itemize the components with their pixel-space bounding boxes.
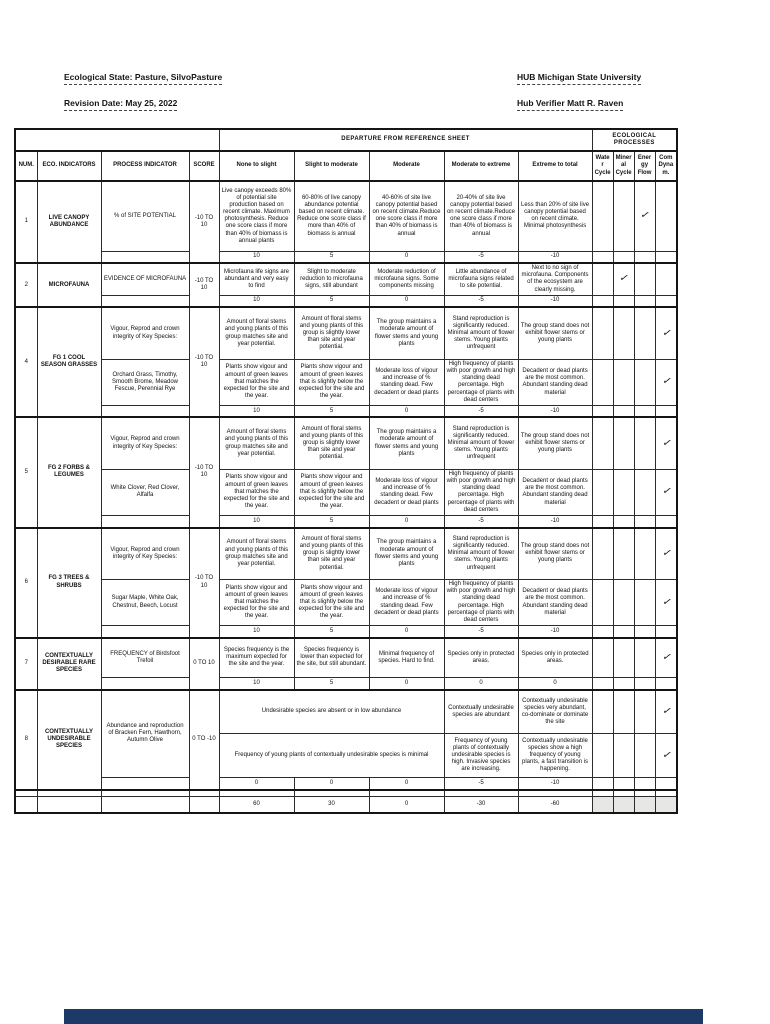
departure-cell-merged: Undesirable species are absent or in low abundance: [219, 690, 444, 734]
score-cell: 0: [369, 516, 444, 528]
score-cell: -10: [518, 516, 592, 528]
empty-cell: [101, 516, 189, 528]
departure-cell: High frequency of plants with poor growth and high standing dead percentage. High percentage of plants with dead centers: [444, 359, 518, 405]
empty-cell: [655, 778, 677, 790]
departure-cell: Frequency of young plants of contextually undesirable species is high. Invasive species are increasing.: [444, 734, 518, 778]
score-cell: 0: [294, 778, 369, 790]
bottom-bar: [64, 1009, 703, 1024]
departure-cell: Plants show vigour and amount of green leaves that is slightly below the expected for the site and the year.: [294, 580, 369, 626]
table-row: [15, 307, 677, 359]
total-cell: -60: [518, 797, 592, 813]
score-cell: -5: [444, 251, 518, 263]
empty-cell: [15, 797, 37, 813]
energy-flow-cell: [634, 181, 655, 251]
com-dynam-cell: [655, 307, 677, 359]
water-cycle-cell: [592, 469, 613, 515]
departure-cell: Amount of floral stems and young plants of this group is slightly lower than site and year potential.: [294, 307, 369, 359]
col-header-energy-flow: Energy Flow: [634, 151, 655, 181]
process-indicator-cell: Abundance and reproduction of Bracken Fern, Hawthorn, Autumn Olive: [101, 690, 189, 778]
empty-cell: [634, 295, 655, 307]
col-header-slight-to-moderate: Slight to moderate: [294, 151, 369, 181]
empty-cell: [101, 797, 189, 813]
col-header-score: SCORE: [189, 151, 219, 181]
water-cycle-cell: [592, 638, 613, 678]
score-cell: 10: [219, 295, 294, 307]
empty-cell: [592, 790, 613, 797]
empty-cell: [592, 251, 613, 263]
empty-cell: [101, 626, 189, 638]
empty-cell: [101, 678, 189, 690]
empty-cell: [613, 626, 634, 638]
score-range-cell: -10 TO 10: [189, 263, 219, 307]
mineral-cycle-cell: [613, 528, 634, 580]
empty-cell: [655, 251, 677, 263]
col-header-num: NUM.: [15, 151, 37, 181]
mineral-cycle-cell: [613, 469, 634, 515]
eco-indicator-name: LIVE CANOPY ABUNDANCE: [37, 181, 101, 263]
empty-cell: [369, 790, 444, 797]
col-header-mineral-cycle: Mineral Cycle: [613, 151, 634, 181]
mineral-cycle-cell: [613, 638, 634, 678]
com-dynam-cell: [655, 580, 677, 626]
score-range-cell: -10 TO 10: [189, 181, 219, 263]
check-icon: ✓: [661, 547, 671, 560]
col-header-process-indicator: PROCESS INDICATOR: [101, 151, 189, 181]
col-header-extreme-to-total: Extreme to total: [518, 151, 592, 181]
score-range-cell: 0 TO 10: [189, 638, 219, 690]
process-indicator-cell: FREQUENCY of Birdsfoot Trefoil: [101, 638, 189, 678]
score-cell: 10: [219, 516, 294, 528]
departure-cell: The group stand does not exhibit flower stems or young plants: [518, 307, 592, 359]
empty-cell: [189, 797, 219, 813]
departure-cell: Plants show vigour and amount of green leaves that is slightly below the expected for the site and the year.: [294, 469, 369, 515]
departure-cell: Moderate reduction of microfauna signs. Some components missing: [369, 263, 444, 295]
water-cycle-cell: [592, 690, 613, 734]
col-header-moderate-to-extreme: Moderate to extreme: [444, 151, 518, 181]
check-icon: ✓: [618, 272, 629, 285]
mineral-cycle-cell: [613, 359, 634, 405]
empty-cell: [592, 405, 613, 417]
empty-cell: [592, 516, 613, 528]
empty-cell: [518, 790, 592, 797]
score-cell: 0: [369, 251, 444, 263]
departure-cell: High frequency of plants with poor growth and high standing dead percentage. High percentage of plants with dead centers: [444, 580, 518, 626]
departure-cell: Contextually undesirable species are abundant: [444, 690, 518, 734]
departure-cell: Species frequency is lower than expected for the site, but still abundant.: [294, 638, 369, 678]
score-cell: 10: [219, 626, 294, 638]
departure-cell: Amount of floral stems and young plants of this group is slightly lower than site and year potential.: [294, 528, 369, 580]
water-cycle-cell: [592, 528, 613, 580]
row-num: 8: [15, 690, 37, 790]
process-indicator-cell: Vigour, Reprod and crown integrity of Key Species:: [101, 307, 189, 359]
score-cell: 0: [369, 626, 444, 638]
departure-cell: Species only in protected areas.: [444, 638, 518, 678]
shaded-cell: [655, 797, 677, 813]
empty-cell: [655, 626, 677, 638]
check-icon: ✓: [639, 209, 650, 222]
eco-indicator-name: FG 3 TREES & SHRUBS: [37, 528, 101, 638]
total-cell: -30: [444, 797, 518, 813]
score-cell: 0: [518, 678, 592, 690]
assessment-table: [14, 128, 678, 814]
departure-cell: The group stand does not exhibit flower stems or young plants: [518, 528, 592, 580]
table-row: [15, 690, 677, 734]
score-cell: -5: [444, 778, 518, 790]
check-icon: ✓: [661, 705, 671, 718]
empty-cell: [592, 295, 613, 307]
process-indicator-cell: EVIDENCE OF MICROFAUNA: [101, 263, 189, 295]
mineral-cycle-cell: [613, 580, 634, 626]
departure-cell: Decadent or dead plants are the most common. Abundant standing dead material: [518, 469, 592, 515]
energy-flow-cell: [634, 638, 655, 678]
row-num: 6: [15, 528, 37, 638]
mineral-cycle-cell: [613, 690, 634, 734]
empty-cell: [219, 790, 294, 797]
com-dynam-cell: [655, 263, 677, 295]
score-cell: -10: [518, 778, 592, 790]
score-cell: 0: [219, 778, 294, 790]
water-cycle-cell: [592, 359, 613, 405]
departure-cell: Moderate loss of vigour and increase of % standing dead. Few decadent or dead plants: [369, 469, 444, 515]
ecological-state-label: Ecological State: Pasture, SilvoPasture: [64, 72, 222, 85]
departure-cell: The group maintains a moderate amount of flower stems and young plants: [369, 307, 444, 359]
hub-label: HUB Michigan State University: [517, 72, 641, 85]
mineral-cycle-cell: [613, 181, 634, 251]
check-icon: ✓: [661, 651, 671, 664]
departure-cell: Moderate loss of vigour and increase of % standing dead. Few decadent or dead plants: [369, 580, 444, 626]
empty-cell: [655, 790, 677, 797]
score-range-cell: 0 TO -10: [189, 690, 219, 790]
row-num: 4: [15, 307, 37, 417]
empty-cell: [592, 678, 613, 690]
departure-cell: 20-40% of site live canopy potential based on recent climate.Reduce one score class if more than 40% of biomass is annual: [444, 181, 518, 251]
empty-cell: [101, 295, 189, 307]
departure-group-header: DEPARTURE FROM REFERENCE SHEET: [219, 129, 592, 151]
empty-cell: [37, 797, 101, 813]
empty-cell: [634, 790, 655, 797]
empty-cell: [15, 129, 219, 151]
empty-cell: [634, 626, 655, 638]
empty-cell: [613, 516, 634, 528]
departure-cell: Plants show vigour and amount of green leaves that matches the expected for the site and the year.: [219, 359, 294, 405]
com-dynam-cell: [655, 690, 677, 734]
energy-flow-cell: [634, 417, 655, 469]
empty-cell: [15, 790, 37, 797]
hub-verifier-label: Hub Verifier Matt R. Raven: [517, 98, 623, 111]
empty-cell: [613, 790, 634, 797]
process-indicator-cell: Vigour, Reprod and crown integrity of Key Species:: [101, 528, 189, 580]
total-cell: 60: [219, 797, 294, 813]
energy-flow-cell: [634, 528, 655, 580]
shaded-cell: [592, 797, 613, 813]
row-num: 1: [15, 181, 37, 263]
departure-cell: Plants show vigour and amount of green leaves that matches the expected for the site and the year.: [219, 580, 294, 626]
com-dynam-cell: [655, 528, 677, 580]
mineral-cycle-cell: [613, 263, 634, 295]
shaded-cell: [634, 797, 655, 813]
mineral-cycle-cell: [613, 734, 634, 778]
eco-indicator-name: CONTEXTUALLY UNDESIRABLE SPECIES: [37, 690, 101, 790]
departure-cell: Less than 20% of site live canopy potential based on recent climate. Minimal photosynthesis: [518, 181, 592, 251]
empty-cell: [592, 626, 613, 638]
energy-flow-cell: [634, 734, 655, 778]
score-range-cell: -10 TO 10: [189, 528, 219, 638]
empty-cell: [634, 516, 655, 528]
departure-cell: Contextually undesirable species show a high frequency of young plants, a fast transition is happening.: [518, 734, 592, 778]
departure-cell: Plants show vigour and amount of green leaves that is slightly below the expected for the site and the year.: [294, 359, 369, 405]
total-cell: 0: [369, 797, 444, 813]
totals-row: [15, 797, 677, 813]
energy-flow-cell: [634, 690, 655, 734]
eco-indicator-name: FG 2 FORBS & LEGUMES: [37, 417, 101, 527]
eco-indicator-name: FG 1 COOL SEASON GRASSES: [37, 307, 101, 417]
empty-cell: [101, 790, 189, 797]
departure-cell: Species frequency is the maximum expected for the site and the year.: [219, 638, 294, 678]
process-indicator-cell: % of SITE POTENTIAL: [101, 181, 189, 251]
departure-cell: 40-60% of site live canopy potential based on recent climate.Reduce one score class if more than 40% of biomass is annual: [369, 181, 444, 251]
check-icon: ✓: [661, 486, 671, 498]
key-species-cell: Sugar Maple, White Oak, Chestnut, Beech, Locust: [101, 580, 189, 626]
score-cell: 5: [294, 626, 369, 638]
col-header-com-dynam: Com Dynam.: [655, 151, 677, 181]
com-dynam-cell: [655, 638, 677, 678]
water-cycle-cell: [592, 181, 613, 251]
departure-cell: Slight to moderate reduction to microfauna signs, still abundant: [294, 263, 369, 295]
table-row: [15, 263, 677, 295]
departure-cell: Decadent or dead plants are the most common. Abundant standing dead material: [518, 359, 592, 405]
score-cell: -5: [444, 516, 518, 528]
departure-cell: The group maintains a moderate amount of flower stems and young plants: [369, 417, 444, 469]
key-species-cell: White Clover, Red Clover, Alfalfa: [101, 469, 189, 515]
spacer-row: [15, 790, 677, 797]
departure-cell: The group stand does not exhibit flower stems or young plants: [518, 417, 592, 469]
process-indicator-cell: Vigour, Reprod and crown integrity of Key Species:: [101, 417, 189, 469]
table-row: [15, 417, 677, 469]
score-cell: -10: [518, 251, 592, 263]
energy-flow-cell: [634, 307, 655, 359]
departure-cell: Next to no sign of microfauna. Components of the ecosystem are clearly missing.: [518, 263, 592, 295]
score-cell: 0: [369, 295, 444, 307]
score-cell: -5: [444, 405, 518, 417]
eco-indicator-name: MICROFAUNA: [37, 263, 101, 307]
empty-cell: [634, 778, 655, 790]
score-cell: 5: [294, 295, 369, 307]
score-range-cell: -10 TO 10: [189, 417, 219, 527]
departure-cell: Amount of floral stems and young plants of this group matches site and year potential.: [219, 417, 294, 469]
table-row: [15, 528, 677, 580]
shaded-cell: [613, 797, 634, 813]
empty-cell: [655, 295, 677, 307]
score-cell: 0: [369, 778, 444, 790]
water-cycle-cell: [592, 417, 613, 469]
score-cell: -5: [444, 295, 518, 307]
departure-cell: Contextually undesirable species very abundant, co-dominate or dominate the site: [518, 690, 592, 734]
departure-cell: Amount of floral stems and young plants of this group is slightly lower than site and year potential.: [294, 417, 369, 469]
col-header-eco-indicators: ECO. INDICATORS: [37, 151, 101, 181]
score-cell: 0: [444, 678, 518, 690]
row-num: 5: [15, 417, 37, 527]
empty-cell: [613, 778, 634, 790]
departure-cell: Stand reproduction is significantly reduced. Minimal amount of flower stems. Young plants unfrequent: [444, 417, 518, 469]
row-num: 2: [15, 263, 37, 307]
departure-cell: Little abundance of microfauna signs related to site potential.: [444, 263, 518, 295]
departure-cell: Stand reproduction is significantly reduced. Minimal amount of flower stems. Young plants unfrequent: [444, 307, 518, 359]
empty-cell: [655, 405, 677, 417]
score-cell: 5: [294, 516, 369, 528]
com-dynam-cell: [655, 359, 677, 405]
score-cell: -10: [518, 626, 592, 638]
total-cell: 30: [294, 797, 369, 813]
col-header-none-to-slight: None to slight: [219, 151, 294, 181]
score-cell: 10: [219, 405, 294, 417]
departure-cell: The group maintains a moderate amount of flower stems and young plants: [369, 528, 444, 580]
row-num: 7: [15, 638, 37, 690]
departure-cell: Species only in protected areas.: [518, 638, 592, 678]
departure-cell: 60-80% of live canopy abundance potential based on recent climate. Reduce one score class if more than 40% of biomass is annual: [294, 181, 369, 251]
empty-cell: [101, 405, 189, 417]
com-dynam-cell: [655, 181, 677, 251]
energy-flow-cell: [634, 263, 655, 295]
score-cell: 5: [294, 251, 369, 263]
departure-cell: Plants show vigour and amount of green leaves that matches the expected for the site and the year.: [219, 469, 294, 515]
empty-cell: [37, 790, 101, 797]
eco-indicator-name: CONTEXTUALLY DESIRABLE RARE SPECIES: [37, 638, 101, 690]
departure-cell-merged: Frequency of young plants of contextually undesirable species is minimal: [219, 734, 444, 778]
empty-cell: [294, 790, 369, 797]
water-cycle-cell: [592, 307, 613, 359]
mineral-cycle-cell: [613, 307, 634, 359]
departure-cell: Live canopy exceeds 80% of potential site production based on recent climate. Maximum photosynthesis. Reduce one score class if more than 40% of biomass is annual plants: [219, 181, 294, 251]
departure-cell: Microfauna life signs are abundant and very easy to find: [219, 263, 294, 295]
key-species-cell: Orchard Grass, Timothy, Smooth Brome, Meadow Fescue, Perennial Rye: [101, 359, 189, 405]
empty-cell: [592, 778, 613, 790]
departure-cell: High frequency of plants with poor growth and high standing dead percentage. High percentage of plants with dead centers: [444, 469, 518, 515]
com-dynam-cell: [655, 417, 677, 469]
table-row: [15, 638, 677, 678]
score-cell: 0: [369, 405, 444, 417]
energy-flow-cell: [634, 469, 655, 515]
empty-cell: [613, 678, 634, 690]
check-icon: ✓: [661, 596, 671, 608]
check-icon: ✓: [661, 375, 671, 388]
score-cell: 0: [369, 678, 444, 690]
departure-cell: Amount of floral stems and young plants of this group matches site and year potential.: [219, 307, 294, 359]
com-dynam-cell: [655, 469, 677, 515]
score-cell: 5: [294, 678, 369, 690]
col-header-moderate: Moderate: [369, 151, 444, 181]
departure-cell: Moderate loss of vigour and increase of % standing dead. Few decadent or dead plants: [369, 359, 444, 405]
water-cycle-cell: [592, 734, 613, 778]
empty-cell: [634, 678, 655, 690]
check-icon: ✓: [661, 437, 671, 450]
empty-cell: [613, 405, 634, 417]
score-cell: 10: [219, 251, 294, 263]
empty-cell: [655, 678, 677, 690]
energy-flow-cell: [634, 580, 655, 626]
table-row: [15, 181, 677, 251]
score-range-cell: -10 TO 10: [189, 307, 219, 417]
check-icon: ✓: [661, 327, 671, 339]
empty-cell: [444, 790, 518, 797]
com-dynam-cell: [655, 734, 677, 778]
score-cell: 10: [219, 678, 294, 690]
score-cell: -5: [444, 626, 518, 638]
col-header-water-cycle: Water Cycle: [592, 151, 613, 181]
empty-cell: [613, 251, 634, 263]
empty-cell: [613, 295, 634, 307]
empty-cell: [634, 405, 655, 417]
empty-cell: [101, 251, 189, 263]
mineral-cycle-cell: [613, 417, 634, 469]
energy-flow-cell: [634, 359, 655, 405]
water-cycle-cell: [592, 263, 613, 295]
departure-cell: Minimal frequency of species. Hard to find.: [369, 638, 444, 678]
score-cell: -10: [518, 405, 592, 417]
revision-date-label: Revision Date: May 25, 2022: [64, 98, 177, 111]
empty-cell: [101, 778, 189, 790]
empty-cell: [634, 251, 655, 263]
departure-cell: Amount of floral stems and young plants of this group matches site and year potential.: [219, 528, 294, 580]
water-cycle-cell: [592, 580, 613, 626]
empty-cell: [655, 516, 677, 528]
empty-cell: [189, 790, 219, 797]
score-cell: -10: [518, 295, 592, 307]
ecological-processes-group-header: ECOLOGICAL PROCESSES: [592, 129, 677, 151]
departure-cell: Stand reproduction is significantly reduced. Minimal amount of flower stems. Young plants unfrequent: [444, 528, 518, 580]
score-cell: 5: [294, 405, 369, 417]
departure-cell: Decadent or dead plants are the most common. Abundant standing dead material: [518, 580, 592, 626]
check-icon: ✓: [661, 749, 671, 762]
